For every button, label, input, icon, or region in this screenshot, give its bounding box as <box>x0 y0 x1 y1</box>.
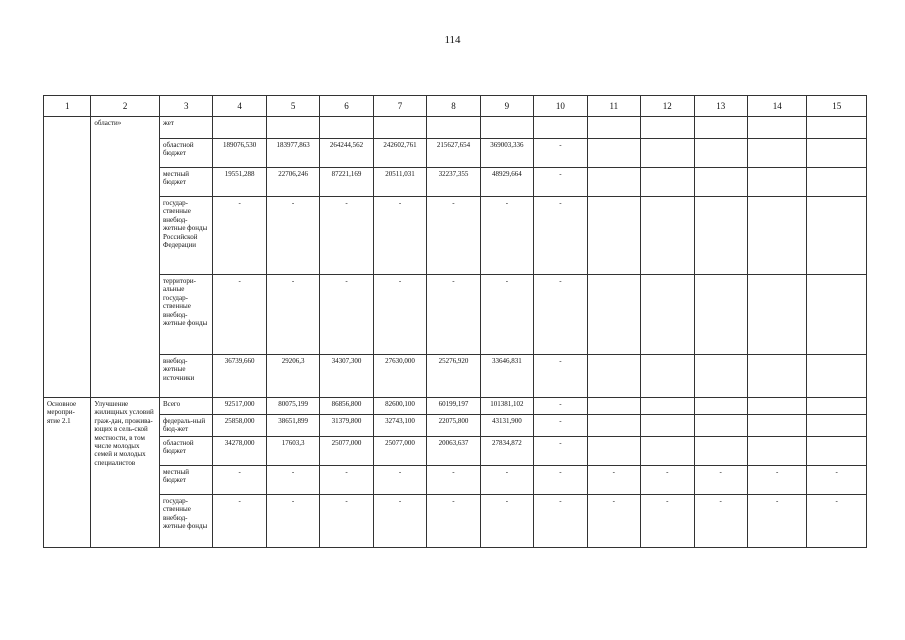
value-cell: - <box>213 494 266 547</box>
value-cell <box>534 117 587 139</box>
column-header: 1 <box>44 96 91 117</box>
column-header: 14 <box>747 96 807 117</box>
value-cell: 38651,899 <box>266 415 319 437</box>
value-cell <box>807 436 867 465</box>
value-cell: - <box>747 465 807 494</box>
value-cell: - <box>427 197 480 275</box>
value-cell <box>587 275 640 355</box>
value-cell <box>641 139 694 168</box>
value-cell <box>807 275 867 355</box>
value-cell: - <box>320 197 373 275</box>
funding-source-cell: государ-ственные внебюд-жетные фонды Российской Федерации <box>159 197 212 275</box>
value-cell: - <box>694 465 747 494</box>
value-cell <box>747 415 807 437</box>
value-cell <box>641 168 694 197</box>
table-row <box>44 415 867 437</box>
measure-cell: Основное меропри-ятие 2.1 <box>44 398 91 548</box>
value-cell <box>587 197 640 275</box>
column-header: 6 <box>320 96 373 117</box>
value-cell <box>747 197 807 275</box>
value-cell: 17603,3 <box>266 436 319 465</box>
table-row <box>44 197 867 275</box>
value-cell <box>747 436 807 465</box>
value-cell <box>694 436 747 465</box>
table-row <box>44 139 867 168</box>
value-cell: 34307,300 <box>320 355 373 398</box>
value-cell: - <box>373 465 426 494</box>
column-header: 12 <box>641 96 694 117</box>
value-cell: 22075,800 <box>427 415 480 437</box>
table-row <box>44 494 867 547</box>
value-cell: - <box>266 197 319 275</box>
value-cell <box>807 168 867 197</box>
value-cell: - <box>266 494 319 547</box>
value-cell: - <box>534 494 587 547</box>
value-cell: 36739,660 <box>213 355 266 398</box>
funding-source-cell: Всего <box>159 398 212 415</box>
value-cell <box>641 436 694 465</box>
value-cell: - <box>807 465 867 494</box>
value-cell: - <box>266 465 319 494</box>
value-cell <box>747 275 807 355</box>
value-cell <box>747 398 807 415</box>
value-cell <box>320 117 373 139</box>
value-cell: - <box>480 197 533 275</box>
value-cell <box>587 415 640 437</box>
value-cell <box>747 139 807 168</box>
column-header: 7 <box>373 96 426 117</box>
value-cell: - <box>480 275 533 355</box>
value-cell: 22706,246 <box>266 168 319 197</box>
description-cell: Улучшение жилищных условий граж-дан, прожива-ющих в сель-ской местности, в том числе молодых семей и молодых специалистов <box>91 398 160 548</box>
column-header: 13 <box>694 96 747 117</box>
value-cell: 82600,100 <box>373 398 426 415</box>
table-row <box>44 275 867 355</box>
value-cell <box>694 117 747 139</box>
value-cell <box>587 436 640 465</box>
funding-source-cell: внебюд-жетные источники <box>159 355 212 398</box>
value-cell: 242602,761 <box>373 139 426 168</box>
value-cell: 27834,872 <box>480 436 533 465</box>
value-cell <box>694 139 747 168</box>
value-cell: - <box>587 494 640 547</box>
value-cell <box>587 168 640 197</box>
value-cell: 92517,000 <box>213 398 266 415</box>
value-cell <box>747 168 807 197</box>
value-cell: - <box>213 275 266 355</box>
value-cell <box>694 168 747 197</box>
value-cell: 48929,664 <box>480 168 533 197</box>
value-cell: 80075,199 <box>266 398 319 415</box>
value-cell <box>480 117 533 139</box>
value-cell: 25858,000 <box>213 415 266 437</box>
value-cell: 19551,288 <box>213 168 266 197</box>
column-header: 3 <box>159 96 212 117</box>
value-cell: - <box>587 465 640 494</box>
value-cell: - <box>534 415 587 437</box>
value-cell: 215627,654 <box>427 139 480 168</box>
measure-cell <box>44 117 91 398</box>
funding-source-cell: областной бюджет <box>159 436 212 465</box>
value-cell <box>807 139 867 168</box>
value-cell <box>807 415 867 437</box>
funding-source-cell: областной бюджет <box>159 139 212 168</box>
value-cell: - <box>373 197 426 275</box>
value-cell <box>373 117 426 139</box>
value-cell <box>694 197 747 275</box>
value-cell: - <box>480 465 533 494</box>
header-row <box>44 96 867 117</box>
column-header: 11 <box>587 96 640 117</box>
value-cell: 86856,800 <box>320 398 373 415</box>
value-cell <box>587 355 640 398</box>
value-cell: 25077,000 <box>320 436 373 465</box>
column-header: 15 <box>807 96 867 117</box>
value-cell: - <box>641 465 694 494</box>
value-cell: 34278,000 <box>213 436 266 465</box>
column-header: 4 <box>213 96 266 117</box>
value-cell: 183977,863 <box>266 139 319 168</box>
value-cell: - <box>807 494 867 547</box>
value-cell <box>747 355 807 398</box>
value-cell <box>694 415 747 437</box>
column-header: 8 <box>427 96 480 117</box>
value-cell <box>807 398 867 415</box>
value-cell <box>213 117 266 139</box>
value-cell <box>641 117 694 139</box>
value-cell: 20063,637 <box>427 436 480 465</box>
value-cell <box>587 398 640 415</box>
value-cell: 264244,562 <box>320 139 373 168</box>
value-cell <box>641 275 694 355</box>
value-cell: 87221,169 <box>320 168 373 197</box>
table-row <box>44 355 867 398</box>
value-cell: - <box>427 465 480 494</box>
value-cell: - <box>213 465 266 494</box>
value-cell: - <box>747 494 807 547</box>
value-cell: - <box>320 494 373 547</box>
value-cell <box>587 139 640 168</box>
value-cell: - <box>320 275 373 355</box>
value-cell: 369003,336 <box>480 139 533 168</box>
table-row <box>44 398 867 415</box>
value-cell: - <box>320 465 373 494</box>
value-cell: - <box>641 494 694 547</box>
value-cell: 27630,000 <box>373 355 426 398</box>
value-cell: - <box>534 355 587 398</box>
value-cell: 25077,000 <box>373 436 426 465</box>
value-cell <box>427 117 480 139</box>
funding-source-cell: государ-ственные внебюд-жетные фонды <box>159 494 212 547</box>
funding-source-cell: жет <box>159 117 212 139</box>
value-cell: 31379,800 <box>320 415 373 437</box>
table-row <box>44 465 867 494</box>
value-cell <box>694 275 747 355</box>
value-cell <box>641 398 694 415</box>
value-cell <box>587 117 640 139</box>
value-cell: - <box>427 275 480 355</box>
value-cell: 20511,031 <box>373 168 426 197</box>
table-row <box>44 117 867 139</box>
column-header: 9 <box>480 96 533 117</box>
value-cell: 32743,100 <box>373 415 426 437</box>
value-cell: 43131,900 <box>480 415 533 437</box>
value-cell: - <box>427 494 480 547</box>
value-cell: - <box>213 197 266 275</box>
table-body <box>44 96 867 548</box>
budget-table <box>43 95 867 548</box>
value-cell <box>641 355 694 398</box>
column-header: 2 <box>91 96 160 117</box>
value-cell <box>807 355 867 398</box>
value-cell <box>694 398 747 415</box>
column-header: 10 <box>534 96 587 117</box>
value-cell <box>807 197 867 275</box>
value-cell: - <box>534 275 587 355</box>
table-row <box>44 168 867 197</box>
value-cell: - <box>534 168 587 197</box>
value-cell: - <box>266 275 319 355</box>
value-cell <box>747 117 807 139</box>
value-cell: - <box>534 139 587 168</box>
value-cell: 25276,920 <box>427 355 480 398</box>
value-cell: - <box>534 398 587 415</box>
value-cell <box>641 415 694 437</box>
value-cell: 29206,3 <box>266 355 319 398</box>
value-cell <box>641 197 694 275</box>
value-cell: - <box>534 197 587 275</box>
value-cell: - <box>534 436 587 465</box>
funding-source-cell: территори-альные государ-ственные внебюд-жетные фонды <box>159 275 212 355</box>
funding-source-cell: местный бюджет <box>159 465 212 494</box>
value-cell: - <box>534 465 587 494</box>
funding-source-cell: местный бюджет <box>159 168 212 197</box>
value-cell <box>807 117 867 139</box>
value-cell: - <box>694 494 747 547</box>
value-cell: - <box>373 275 426 355</box>
value-cell: 189076,530 <box>213 139 266 168</box>
value-cell: 33646,831 <box>480 355 533 398</box>
value-cell: - <box>480 494 533 547</box>
table-row <box>44 436 867 465</box>
value-cell <box>694 355 747 398</box>
value-cell: - <box>373 494 426 547</box>
description-cell: области» <box>91 117 160 398</box>
page-number: 114 <box>444 34 461 46</box>
value-cell: 101381,102 <box>480 398 533 415</box>
funding-source-cell: федераль-ный бюд-жет <box>159 415 212 437</box>
column-header: 5 <box>266 96 319 117</box>
value-cell <box>266 117 319 139</box>
value-cell: 60199,197 <box>427 398 480 415</box>
value-cell: 32237,355 <box>427 168 480 197</box>
